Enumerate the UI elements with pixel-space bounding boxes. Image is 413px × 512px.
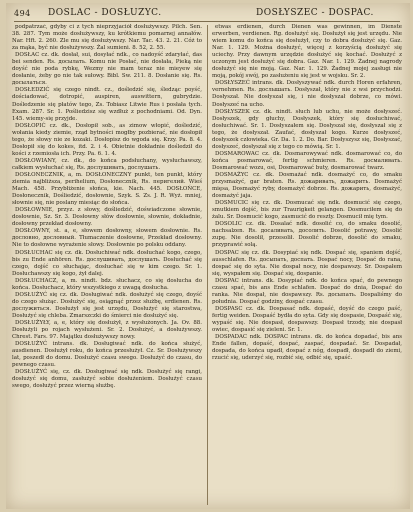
dictionary-entry: podpatrzać, gdyby ci z tych nieprzyjaciół dosłużywszy. Pilch. Sen. 38. 287. Tym może dosłużywszy, ku krótkiemu pomarnej annałów. Nar. Hft. 2. 260. Zle mu się dosłużywszy. Nar. Tac. 43. 2. 21. Cóż to za mąka, być nie dosłużywszy. Żal sumieni. 8. 52, 2. 55. bbox=[12, 24, 202, 52]
dictionary-entry: DOSMUCIC się cz. dk. Dosmucać się ndk. dosmucić się czego, smutkiem dojść, bis zur Traurigkeit gelangen. Dosmuciłem się do żalu. Sr. Dosmucić kogo, zasmucić do reszty. Dosmucił mię tym. bbox=[212, 200, 402, 221]
dictionary-entry: DOSŁUŻYĆ intrans. dk. Dosługiwać ndk. do końca służyć, ausdienen. Dosłużył roku, do końca przesłużył. Cz. Sr. Dosłużywszy lat, poszedł do domu. Dosłużyć czasu swego. Dosłużyć do czasu, do pewnego czasu. bbox=[12, 341, 202, 369]
dictionary-entry: DOSŁEDZIĆ się czego nindt. cz., dośledzić się, śledząc poyść, dościadować, dotropić, auspiren, auswittern, gubrydzie. Dośledzenie się płatów tego, Zs. Tobiasz Litwie Rus i posłała tych. Exam. 287. Sr. 1. Pośliedzisz się wzdłuż z pochodniami. Od. Dyn. 145. wiemy-się przyjde. bbox=[12, 87, 202, 122]
dictionary-entry: etwas erdienen, durch Dienen was gewinnen, im Dienste erwerben, verdienen. Rg. dosłużyć się. Dosłużył się jest urzędu. Nie wiem komu do końca się dosłużył, czy to dobra dosłużyć się. Gaz. Nar. 1. 129. Można dosłużyć, więcej z korzyścią dosłużyć się uciechy. Przy dawnym urzędzie dosłużyć się kochać. Dosłużyć z uczonym jest dosłużyć się dobra. Gaz. Nar. 1. 129. Żadnej nagrody dosłużyć się nie moją. Gaz. Nar. 1. 129. Żadnej mojej zasługi nie moją, pokój swój, po zasłużeniu się jest w wojsku. Sr. 2. bbox=[212, 24, 402, 80]
right-running-head: DOSŁYSZEC - DOSPAC. bbox=[256, 8, 374, 18]
dictionary-entry: DOSŁYSZEĆ intrans. dk. Dosłyszywać ndk. durch Horen erfahren, vernehmen. Rs. дослышать. Dosłyszał, który nie z wsi przychodzi. Dosłyszał. Nie dosłyszał się, i nie dosłyszał dobrze, co mówi. Dosłyszeć na ucho. bbox=[212, 80, 402, 108]
dictionary-entry: DOSŁOWNIE, przyz. z słowy, dośliedzić, doświadczone słownie, dosłownie, Sz. Sr. 3. Dosłowny słów dosłownie, słownie, dokładnie, dosłowny przekład dosłowny. bbox=[12, 207, 202, 228]
header-rule bbox=[14, 21, 400, 22]
dictionary-entry: DOSŁOPIĆ cz. dk., Dosłopił sob., as zimow włopić, dośledzić, wołania kiedy ziemie, rząd bytności mogłby pozbierać, nie dosłopił tego, że słowy nie ze kozaki. Dosłopisz do wgoda się. Krzy. Pa. 8. 4. Dosłopił się do kokes, itd. 2. i 4. Obietnie dokładnie dośledził do kości z rzemiosła ich. Przy. Pa. 6. 1. 4. bbox=[12, 122, 202, 157]
dictionary-entry: DOSŁUCHAC się cz. dk. Dosłuchiwać ndk. dosłuchać kogo, czego, bis zu Ende anhören. Rs. дослушивать, дослушать. Dosłuchać się czego, dojść co słuchając, dosłuchać się w kim czego. Sr. 1. Dosłuchawszy się kogo, żył dalej. bbox=[12, 249, 202, 277]
page-number: 494 bbox=[14, 9, 31, 18]
dictionary-entry: DOSPADAC ndk. DOSPAC intrans. dk. do końca dopadać, bis ans Ende fallen, dopaść, dospać, zaspać, dospadać. Sr. Dospadał, dospada, do końca upadł, dospać z nóg, dospadł, dospadł do ziemi, rzucić się, uderzyć się, rozbić się, odbić się, upaść. bbox=[212, 334, 402, 362]
dictionary-entry: DOSPAC się cz. dk. Dosypiać się ndk. Dospać się, spaniem dojść, ausschlafen. Rs. досыпать, доспать. Dospać nocy, Dospać do rana, dospać się do syta. Nie dospał nocy, nie dospawszy. Sr. Dospałem się, wyspałem się. Dospać się, dospanie. bbox=[212, 249, 402, 277]
dictionary-entry: DOSPAC intrans. dk. Dosypiać ndk. do końca spać, do pewnego czasu spać, bis ans Ende schlafen. Dospać do dnia, Dospać do ranka. Nie dospał, nie dospawszy. Rs. досыпать. Dospaliśmy do południa. Dospać godziny, dospać czasu. bbox=[212, 277, 402, 305]
dictionary-entry: DOSMAROWAC cz. dk. Dosmarowywać ndk. dosmarować co, do końca posmarować, fertig schmieren. Rs. досмаливать. Dosmarować wozu, osi, Dosmarować buty, dosmarować twarz. bbox=[212, 150, 402, 171]
dictionary-page bbox=[6, 3, 410, 509]
dictionary-entry: DOSŁYSZEK cz. dk. nindt. słuch lub uchu, nie może dosłyszeć. Dosłyszek, gdy głuchy, Dosłyszek, który się dosłuchiwać, dosłuchiwać. Sr. 1. Dosłyszałem się. Dosłyszał się, dosłyszał się z tego, że dosłyszał. Zaufać, dosłyszał kogo. Kurze dosłyszeć, dosłyszek człowieka. Gr. Da. 1. 2. Do. Bar. Dosłyszysz się, Dosłyszać, dosłyszeć, dosłyszał się z tego co mówią. Sr. 1. bbox=[212, 108, 402, 150]
dictionary-entry: DOSŁONECZNIK, a, m. DOSŁONECZNY punkt, ten punkt, który ziemia najbliższa, perihelium, Dosłonecznik, Rs. перигелий. Wieś Mach. 458. Przybłiżenie słońca, kie. Nach. 445. DOSŁOŃCE, Dosłonecznik, Dośliedzić, dosłownie, Szyk. S. Zs. J. R. Wyż. mniej, słownie się, nie poslany miesiąc do słońca. bbox=[12, 171, 202, 207]
dictionary-entry: DOSŁUŻYĆ się cz. dk. Dosługiwać ndk. dosłużyć się czego, doyść do czego służąc. Dosłużyć się, osiągnąć przez służbę, erdienen. Rs. дослужиться. Dosłużył się jest urzędu, Dosłużyć się starostwa, Dosłużyć się chleba. Zmarszczki do śmierci nie dosłużyć się. bbox=[12, 291, 202, 319]
running-header bbox=[14, 7, 400, 21]
dictionary-entry: DOSŁOWIANY, cz. dk., do końca podsłuchany, wysłuchawszy, całkiem wysłuchać się, Rs. дослушивать, дослушать. bbox=[12, 157, 202, 171]
dictionary-entry: DOSŁUCHACZ, a, m. nindt. bdz. słuchacz, co się dosłucha do końca. Dosłuchacz, który wszystkiego z uwagą dosłucha. bbox=[12, 277, 202, 291]
dictionary-entry: DOSŁUŻYĆ się, cz. dk. Dosługiwać się ndk. Dosłużyć się rangi, dosłużyć się domu, zasłużyć sobie dosłużeniem. Dosłużyć czasu swego, dosłużyć przez wierną służbę. bbox=[12, 369, 202, 390]
dictionary-entry: DOSŁAC cz. dk. dosłał, sui, dosyłać ndk., co nadoyść zdaryłać, das bei senden. Rs. досылать. Komu nie Posłać, nie dosłała, Pieką nie doyść nie poda rybkę, Wezmy nie mam teraz nie mieyew się dosłanie, żeby go nie tak sułowy. Bibl. Sw. 211. 8. Dosłanie się. Rs. досылаться. bbox=[12, 52, 202, 87]
dictionary-entry: DOSŁUŻYŁY, a, e, który się dosłużył, z wysłużonych. Ja. Ov. 88. Dosłużyli po rojach wysłużeni. Sr. 2. Dosłużyć, a dosłużywszy. Chrest. Fars. 97. Majątku dosłużywszy nowy. bbox=[12, 319, 202, 341]
column-divider bbox=[207, 25, 208, 505]
dictionary-entry: DOSPASC cz. dk. Dospasać ndk. dopaść, doyść do czego paść, fertig weiden. Dospaść bydła do syta. Gdy się dospasie, Dospaść się, wypaść się. Nie dospasł, dospawszy. Dospasł trzody, nie dospasł owiec, dospasić się zieleni. Sr. 1. bbox=[212, 305, 402, 334]
dictionary-entry: DOSŁOWNY, st. a, e, słowem dosłowny, słowem dosłownie. Rs. дословно, дословный. Tłumaczenie dosłowne, Przekład dosłowny. Nie to dosłowne wyrażenie słowy. Dosłownie po polsku oddany. bbox=[12, 228, 202, 249]
left-column bbox=[12, 24, 202, 508]
dictionary-entry: DOSOLIC cz. dk. Dosalać ndk. dosolić co, do smaku dosolić, nachsalzen. Rs. досаливать, досолить. Dosolić potrawy, Dosolić zupę. Nie dosolił, przesolił. Dosolić dobrze, dosolić do smaku, przyprawić solą. bbox=[212, 221, 402, 249]
dictionary-entry: DOSMAŻYC cz. dk. Dosmażać ndk. dosmażyć co, do smaku przysmażyć, gar braten. Rs. дожаривать, дожарить. Dosmażyć mięsa, Dosmażyć ryby, dosmażyć dobrze. Rs. дожарить, dosmażyć, dosmażyć jaja. bbox=[212, 171, 402, 200]
left-running-head: DOSLAC - DOSŁUZYC. bbox=[48, 8, 162, 18]
right-column bbox=[212, 24, 402, 508]
